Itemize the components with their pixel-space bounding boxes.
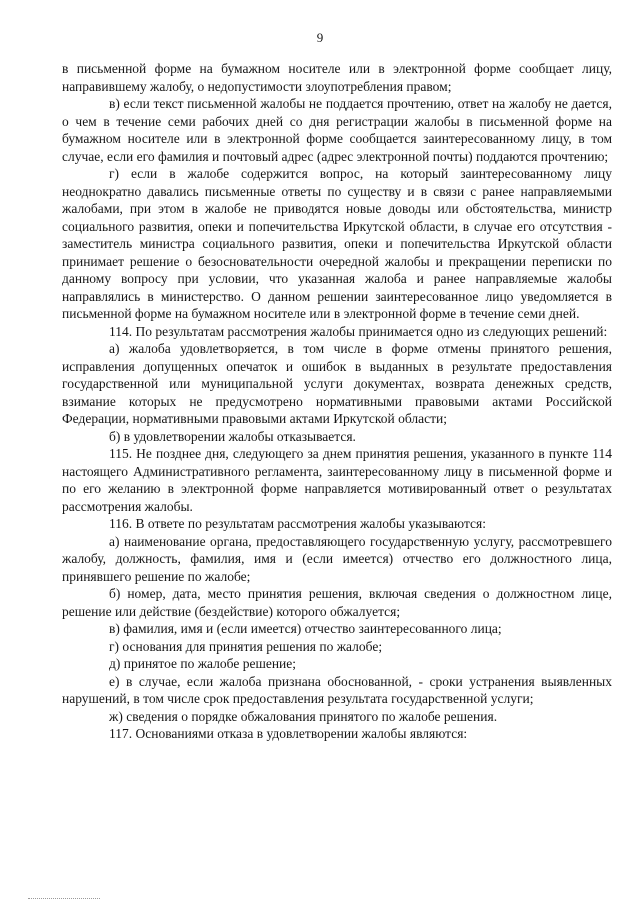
paragraph-114-item-b: б) в удовлетворении жалобы отказывается. [109,428,356,444]
paragraph-116-item-e: е) в случае, если жалоба признана обоснованной, - сроки устранения выявленных нарушений, в том числе срок предоставления результата государственной услуги; [62,673,612,706]
paragraph-117: 117. Основаниями отказа в удовлетворении жалобы являются: [109,726,468,741]
paragraph-115: 115. Не позднее дня, следующего за днем принятия решения, указанного в пункте 114 настоящего Административного регламента, заинтересованному лицу в письменной форме и по его желанию в электронной форме направляется мотивированный ответ о результатах рассмотрения жалобы. [62,446,612,514]
paragraph-116-item-g: г) основания для принятия решения по жалобе; [109,638,383,654]
paragraph-116-item-d: д) принятое по жалобе решение; [109,656,297,671]
scan-artifact-divider [28,898,100,901]
document-body [62,60,612,743]
paragraph-continuation: в письменной форме на бумажном носителе или в электронной форме сообщает лицу, направившему жалобу, о недопустимости злоупотребления правом; [62,61,612,94]
paragraph-116: 116. В ответе по результатам рассмотрения жалобы указываются: [109,516,486,531]
paragraph-116-item-a: а) наименование органа, предоставляющего государственную услугу, рассмотревшего жалобу, должность, фамилия, имя и (если имеется) отчество его должностного лица, принявшего решение по жалобе; [62,533,612,584]
paragraph-item-g: г) если в жалобе содержится вопрос, на который заинтересованному лицу неоднократно давались письменные ответы по существу и в связи с ранее направляемыми жалобами, при этом в жалобе не приводятся новые доводы или обстоятельства, министр социального развития, опеки и попечительства Иркутской области, в случае его отсутствия - заместитель министра социального развития, опеки и попечительства Иркутской области принимает решение о безосновательности очередной жалобы и прекращении переписки по данному вопросу при условии, что указанная жалоба и ранее направляемые жалобы направлялись в министерство. О данном решении заинтересованное лицо уведомляется в письменной форме на бумажном носителе или в электронной форме в течение семи дней. [62,166,612,321]
paragraph-116-item-b: б) номер, дата, место принятия решения, включая сведения о должностном лице, решение или действие (бездействие) которого обжалуется; [62,586,612,619]
paragraph-114: 114. По результатам рассмотрения жалобы принимается одно из следующих решений: [109,323,608,339]
page-number: 9 [316,30,324,45]
paragraph-116-item-v: в) фамилия, имя и (если имеется) отчество заинтересованного лица; [109,621,502,636]
paragraph-116-item-zh: ж) сведения о порядке обжалования принятого по жалобе решения. [109,708,498,724]
paragraph-item-v: в) если текст письменной жалобы не поддается прочтению, ответ на жалобу не дается, о чем в течение семи рабочих дней со дня регистрации жалобы в письменной форме на бумажном носителе или в электронной форме сообщается заинтересованному лицу, в том случае, если его фамилия и почтовый адрес (адрес электронной почты) поддаются прочтению; [62,96,612,164]
paragraph-114-item-a: а) жалоба удовлетворяется, в том числе в форме отмены принятого решения, исправления допущенных опечаток и ошибок в выданных в результате предоставления государственной или муниципальной услуги документах, возврата денежных средств, взимание которых не предусмотрено нормативными правовыми актами Российской Федерации, нормативными правовыми актами Иркутской области; [62,341,612,426]
